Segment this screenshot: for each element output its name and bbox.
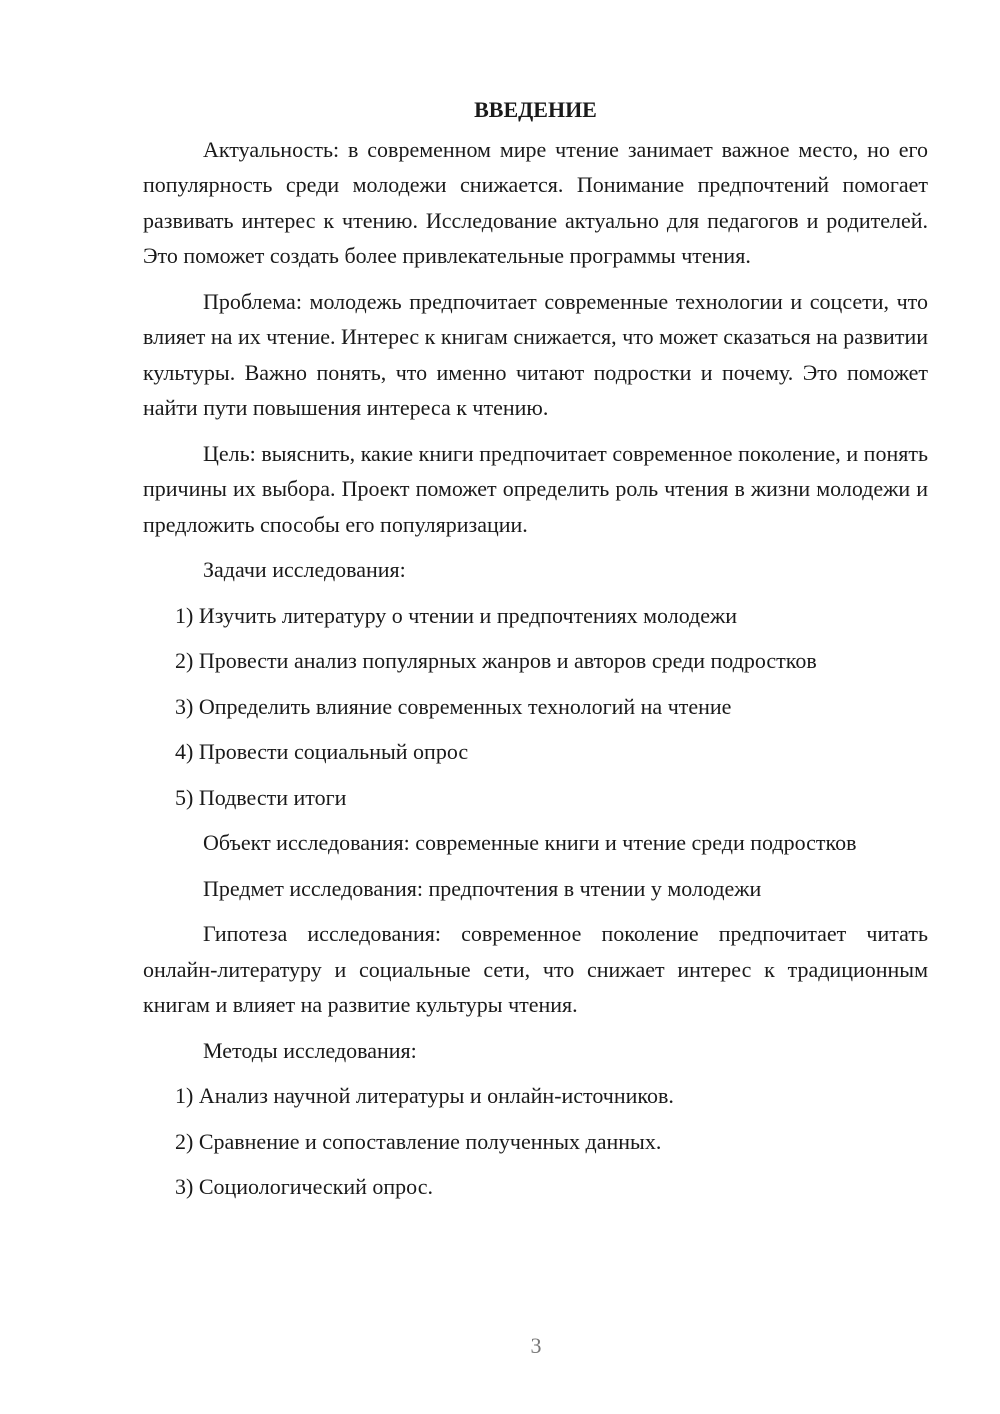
subject-paragraph: Предмет исследования: предпочтения в чтении у молодежи [203,875,762,901]
method-item: 3) Социологический опрос. [175,1174,433,1199]
tasks-list [143,598,928,816]
page-number: 3 [530,1333,542,1358]
task-item: 3) Определить влияние современных технологий на чтение [175,693,732,719]
task-item: 1) Изучить литературу о чтении и предпочтениях молодежи [175,602,737,628]
tasks-heading: Задачи исследования: [203,557,406,582]
methods-heading: Методы исследования: [203,1037,417,1063]
task-item: 4) Провести социальный опрос [175,739,469,764]
methods-list [143,1078,928,1205]
document-page [143,92,928,1215]
section-title: ВВЕДЕНИЕ [474,97,597,122]
method-item: 2) Сравнение и сопоставление полученных данных. [175,1128,662,1154]
task-item: 2) Провести анализ популярных жанров и авторов среди подростков [175,648,817,673]
goal-paragraph: Цель: выяснить, какие книги предпочитает современное поколение, и понять причины их выбора. Проект поможет определить роль чтения в жизни молодежи и предложить способы его популяризации. [143,440,928,537]
hypothesis-paragraph: Гипотеза исследования: современное поколение предпочитает читать онлайн-литературу и социальные сети, что снижает интерес к традиционным книгам и влияет на развитие культуры чтения. [143,921,928,1017]
problem-paragraph: Проблема: молодежь предпочитает современные технологии и соцсети, что влияет на их чтение. Интерес к книгам снижается, что может сказаться на развитии культуры. Важно понять, что именно читают подростки и почему. Это поможет найти пути повышения интереса к чтению. [143,288,928,420]
task-item: 5) Подвести итоги [175,784,347,810]
object-paragraph: Объект исследования: современные книги и чтение среди подростков [203,830,857,855]
method-item: 1) Анализ научной литературы и онлайн-источников. [175,1083,674,1108]
relevance-paragraph: Актуальность: в современном мире чтение занимает важное место, но его популярность среди молодежи снижается. Понимание предпочтений помогает развивать интерес к чтению. Исследование актуально для педагогов и родителей. Это поможет создать более привлекательные программы чтения. [143,136,928,268]
